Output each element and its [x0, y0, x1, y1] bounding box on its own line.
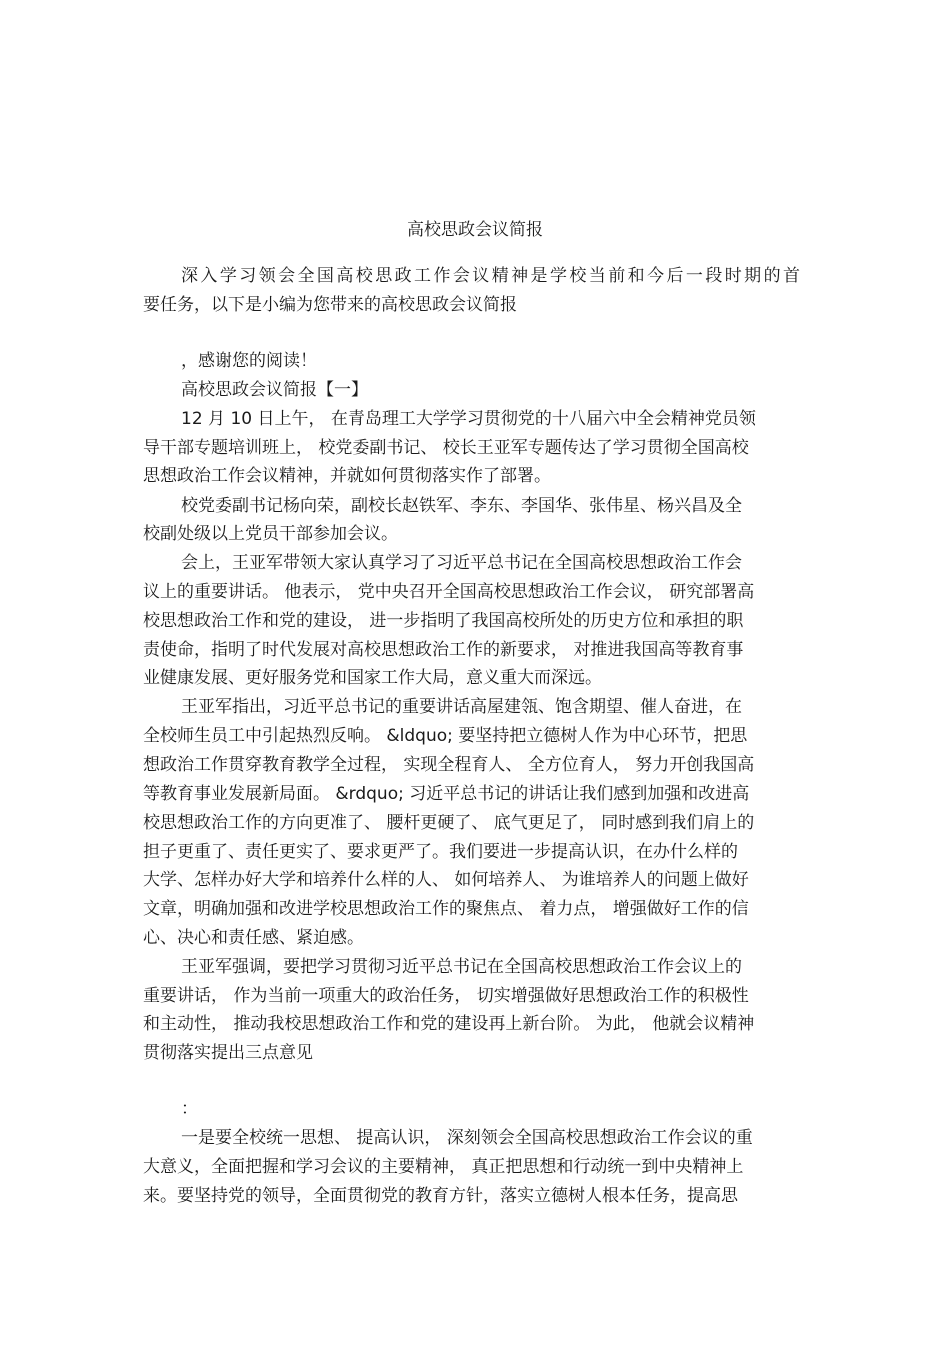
paragraph-line: ，感谢您的阅读！: [181, 351, 317, 371]
paragraph-line: 贯彻落实提出三点意见: [143, 1043, 313, 1063]
paragraph-line: 大学、怎样办好大学和培养什么样的人、 如何培养人、 为谁培养人的问题上做好: [143, 870, 749, 890]
paragraph-line: 校思想政治工作和党的建设， 进一步指明了我国高校所处的历史方位和承担的职: [143, 611, 744, 631]
paragraph-line: 想政治工作贯穿教育教学全过程， 实现全程育人、 全方位育人， 努力开创我国高: [143, 755, 755, 775]
paragraph-line: 校副处级以上党员干部参加会议。: [143, 524, 398, 544]
paragraph-line: ：: [181, 1099, 198, 1119]
paragraph-line: 思想政治工作会议精神，并就如何贯彻落实作了部署。: [143, 466, 551, 486]
paragraph-line: 要任务，以下是小编为您带来的高校思政会议简报: [143, 295, 517, 315]
paragraph-line: 等教育事业发展新局面。 &rdquo; 习近平总书记的讲话让我们感到加强和改进高: [143, 784, 750, 804]
paragraph-line: 全校师生员工中引起热烈反响。 &ldquo; 要坚持把立德树人作为中心环节，把思: [143, 726, 748, 746]
paragraph-line: 文章，明确加强和改进学校思想政治工作的聚焦点、 着力点， 增强做好工作的信: [143, 899, 749, 919]
paragraph-line: 议上的重要讲话。 他表示， 党中央召开全国高校思想政治工作会议， 研究部署高: [143, 582, 755, 602]
paragraph-line: 大意义，全面把握和学习会议的主要精神， 真正把思想和行动统一到中央精神上: [143, 1157, 744, 1177]
paragraph-line: 导干部专题培训班上， 校党委副书记、 校长王亚军专题传达了学习贯彻全国高校: [143, 438, 749, 458]
paragraph-line: 深入学习领会全国高校思政工作会议精神是学校当前和今后一段时期的首: [181, 266, 800, 286]
paragraph-line: 校思想政治工作的方向更准了、 腰杆更硬了、 底气更足了， 同时感到我们肩上的: [143, 813, 755, 833]
document-title: 高校思政会议简报: [407, 220, 543, 240]
paragraph-line: 一是要全校统一思想、 提高认识， 深刻领会全国高校思想政治工作会议的重: [181, 1128, 753, 1148]
paragraph-line: 会上，王亚军带领大家认真学习了习近平总书记在全国高校思想政治工作会: [181, 553, 742, 573]
paragraph-line: 心、决心和责任感、紧迫感。: [143, 928, 364, 948]
paragraph-line: 来。要坚持党的领导，全面贯彻党的教育方针，落实立德树人根本任务，提高思: [143, 1186, 738, 1206]
paragraph-line: 12 月 10 日上午， 在青岛理工大学学习贯彻党的十八届六中全会精神党员领: [181, 409, 756, 429]
paragraph-line: 王亚军强调，要把学习贯彻习近平总书记在全国高校思想政治工作会议上的: [181, 957, 742, 977]
section-heading: 高校思政会议简报【一】: [181, 380, 368, 400]
paragraph-line: 校党委副书记杨向荣，副校长赵铁军、李东、李国华、张伟星、杨兴昌及全: [181, 496, 742, 516]
paragraph-line: 重要讲话， 作为当前一项重大的政治任务， 切实增强做好思想政治工作的积极性: [143, 986, 749, 1006]
paragraph-line: 责使命，指明了时代发展对高校思想政治工作的新要求， 对推进我国高等教育事: [143, 640, 744, 660]
paragraph-line: 业健康发展、更好服务党和国家工作大局，意义重大而深远。: [143, 668, 602, 688]
paragraph-line: 王亚军指出，习近平总书记的重要讲话高屋建瓴、饱含期望、催人奋进，在: [181, 697, 742, 717]
paragraph-line: 担子更重了、责任更实了、要求更严了。我们要进一步提高认识，在办什么样的: [143, 842, 738, 862]
paragraph-line: 和主动性， 推动我校思想政治工作和党的建设再上新台阶。 为此， 他就会议精神: [143, 1014, 755, 1034]
